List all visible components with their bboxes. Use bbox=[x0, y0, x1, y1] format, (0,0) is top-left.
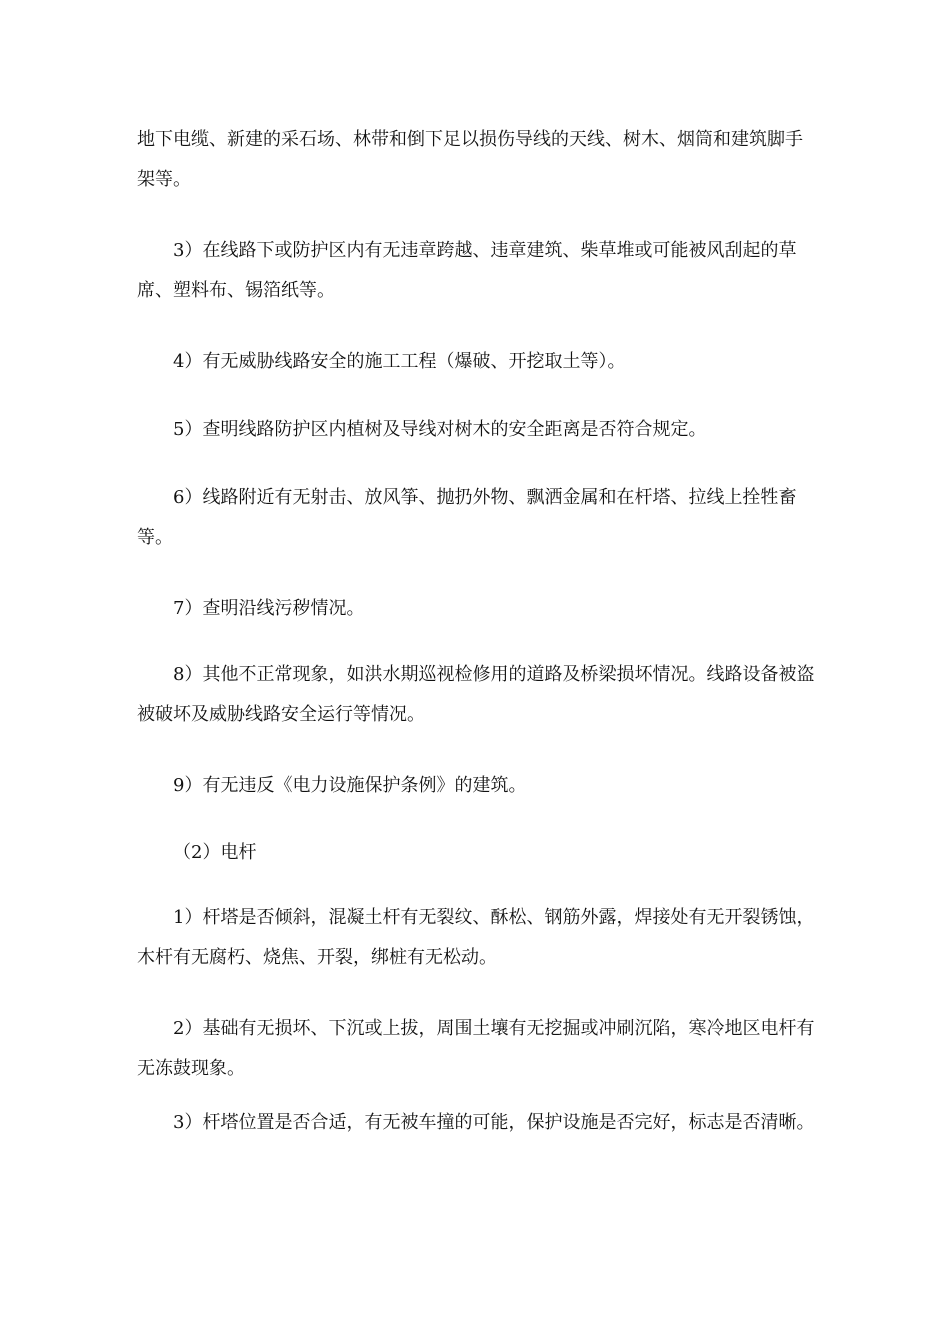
section-heading-pole: （2）电杆 bbox=[173, 842, 257, 863]
paragraph-item-8: 8）其他不正常现象，如洪水期巡视检修用的道路及桥梁损坏情况。线路设备被盗被破坏及威胁线路安全运行等情况。 bbox=[137, 664, 815, 725]
paragraph-item-7: 7）查明沿线污秽情况。 bbox=[173, 598, 365, 619]
paragraph-item-9: 9）有无违反《电力设施保护条例》的建筑。 bbox=[173, 775, 527, 796]
paragraph-item-5: 5）查明线路防护区内植树及导线对树木的安全距离是否符合规定。 bbox=[173, 419, 707, 440]
paragraph-item-4: 4）有无威胁线路安全的施工工程（爆破、开挖取土等）。 bbox=[173, 351, 626, 372]
paragraph-pole-item-1: 1）杆塔是否倾斜，混凝土杆有无裂纹、酥松、钢筋外露，焊接处有无开裂锈蚀，木杆有无腐朽、烧焦、开裂，绑桩有无松动。 bbox=[137, 907, 815, 968]
paragraph-cable-continuation: 地下电缆、新建的采石场、林带和倒下足以损伤导线的天线、树木、烟筒和建筑脚手架等。 bbox=[137, 129, 803, 190]
paragraph-item-6: 6）线路附近有无射击、放风筝、抛扔外物、飘洒金属和在杆塔、拉线上拴牲畜等。 bbox=[137, 487, 797, 548]
paragraph-pole-item-2: 2）基础有无损坏、下沉或上拔，周围土壤有无挖掘或冲刷沉陷，寒冷地区电杆有无冻鼓现象。 bbox=[137, 1018, 815, 1079]
paragraph-item-3: 3）在线路下或防护区内有无违章跨越、违章建筑、柴草堆或可能被风刮起的草席、塑料布、锡箔纸等。 bbox=[137, 240, 797, 301]
paragraph-pole-item-3: 3）杆塔位置是否合适，有无被车撞的可能，保护设施是否完好，标志是否清晰。 bbox=[173, 1112, 815, 1133]
